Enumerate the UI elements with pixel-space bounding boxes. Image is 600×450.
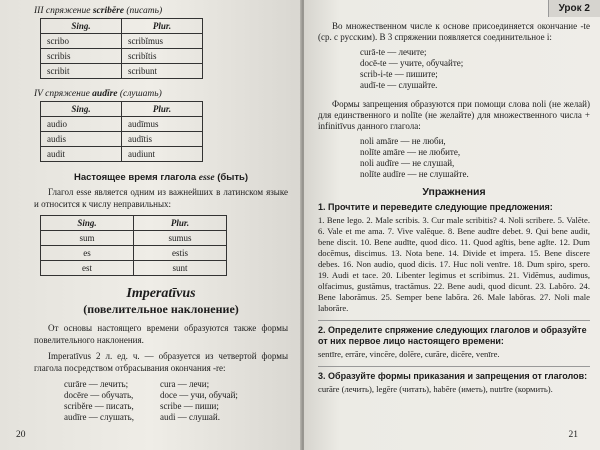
imperativus-paragraph-2: Imperatīvus 2 л. ед. ч. — образуется из четвертой формы глагола посредством отбрасывания окончания -re: (34, 351, 288, 373)
divider (318, 320, 590, 321)
conj3-table: Sing. Plur. scribo scribĭmus scribis scribĭtis scribit scribunt (40, 18, 203, 79)
imperative-example: audīre — слушать, audi — слушай. (64, 412, 220, 422)
conj4-table: Sing. Plur. audio audīmus audis audītis audit audiunt (40, 101, 203, 162)
conj4-title: IV спряжение audīre (слушать) (34, 89, 162, 99)
prohibition-forms: noli amāre — не люби, nolīte amāre — не любите, noli audīre — не слушай, nolīte audīre — не слушайте. (360, 136, 469, 179)
exercise-1-title: 1. Прочтите и переведите следующие предложения: (318, 202, 553, 212)
exercise-3-title: 3. Образуйте формы приказания и запрещения от глаголов: (318, 371, 588, 381)
imperative-example: scribĕre — писать, scribe — пиши; (64, 401, 219, 411)
esse-table: Sing. Plur. sum sumus es estis est sunt (40, 215, 227, 276)
lesson-label: Урок 2 (548, 0, 600, 17)
exercise-1-body: 1. Bene lego. 2. Male scribis. 3. Cur male scribitis? 4. Noli scribere. 5. Valēte. 6. Vale et me ama. 7. Vive valēque. 8. Bene audīre debet. 9. Qui bene audit, bene discit. 10. Bene audīte, quod dico. 11. Quod agĭtis, bene agĭte. 12. Dum docēmus, discimus. 13. Nota bene. 14. Divide et impera. 15. Bene discere debes. 16. Non audio, quod dicis. 17. Huc noli venīre. 18. Dum spiro, spero. 19. Audi et tace. 20. Libenter legimus et scribimus. 21. Vidēmus, audimus, olfacimus, gustāmus, tractāmus. 22. Bene audi, quod dicunt. 23. Labōro. 24. Bene laborāmus. 25. Semper bene labōra. 26. Male labōras. 27. Noli male laborāre. (318, 215, 590, 313)
prohibition-paragraph: Формы запрещения образуются при помощи слова noli (не желай) для единственного и nolīte (не желайте) для множественного числа + infinitīvus данного глагола: (318, 99, 590, 131)
plural-forms: curā-te — лечите; docē-te — учите, обучайте; scrib-i-te — пишите; audī-te — слушайте. (360, 47, 464, 90)
imperativus-subtitle: (повелительное наклонение) (83, 302, 239, 316)
conj3-title: III спряжение scribĕre (писать) (34, 6, 163, 16)
divider (318, 366, 590, 367)
imperativus-title: Imperatīvus (126, 286, 196, 301)
exercise-3-body: curāre (лечить), legĕre (читать), habēre (иметь), nutrīre (кормить). (318, 384, 553, 394)
esse-heading: Настоящее время глагола esse (быть) (73, 172, 249, 183)
plural-paragraph: Во множественном числе к основе присоединяется окончание -te (ср. с русским). В 3 спряжении появляется соединительное i: (318, 21, 590, 42)
imperative-examples (64, 379, 288, 423)
esse-paragraph: Глагол esse является одним из важнейших в латинском языке и относится к числу неправильных: (34, 187, 288, 209)
right-page (304, 0, 600, 450)
lesson-header (318, 0, 600, 17)
page-number-right: 21 (568, 430, 578, 440)
exercises-title: Упражнения (422, 186, 486, 198)
imperative-example: docēre — обучать, doce — учи, обучай; (64, 390, 238, 400)
imperativus-paragraph-1: От основы настоящего времени образуются также формы повелительного наклонения. (34, 323, 288, 345)
page-number-left: 20 (16, 430, 26, 440)
exercise-2-title: 2. Определите спряжение следующих глаголов и образуйте от них первое лицо настоящего времени: (318, 325, 587, 346)
imperative-example: curāre — лечить; cura — лечи; (64, 379, 210, 389)
exercise-2-body: sentīre, errāre, vincēre, dolēre, curāre, dicēre, venīre. (318, 349, 500, 359)
